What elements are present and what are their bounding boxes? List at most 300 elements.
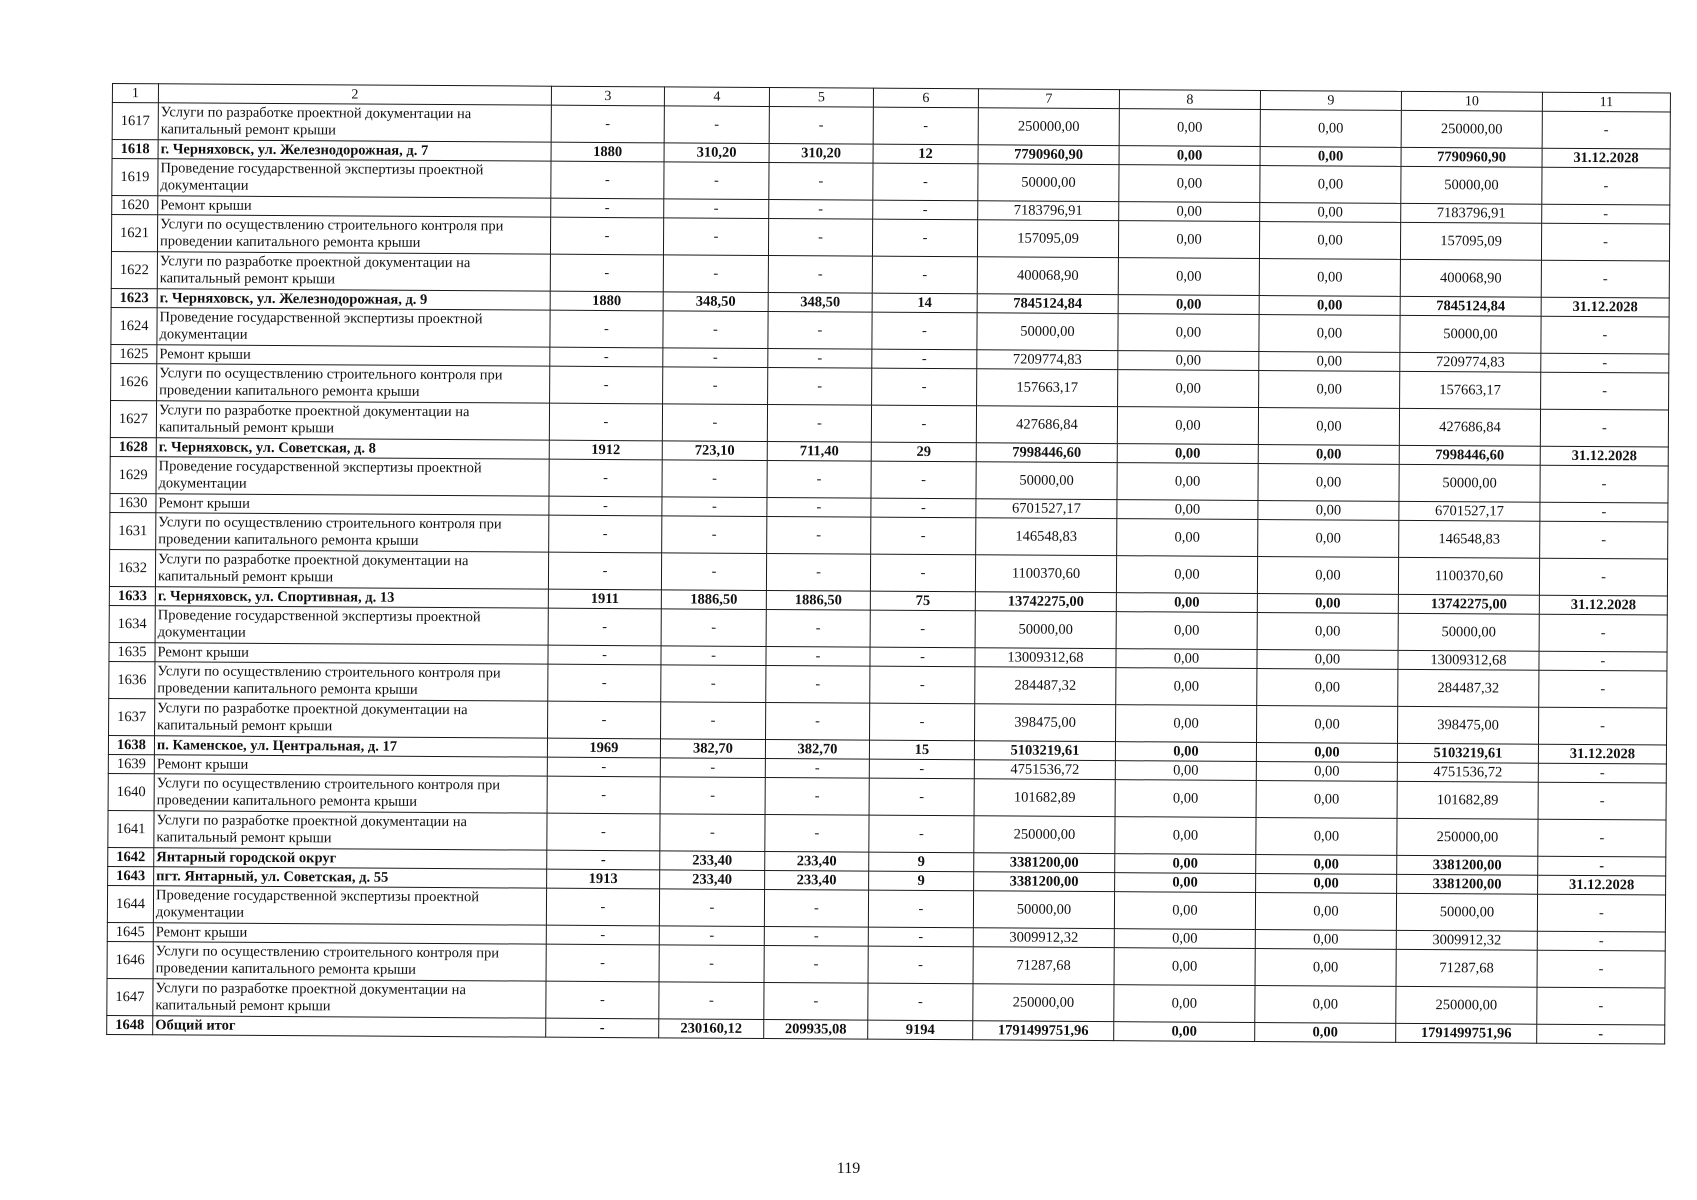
name-cell: Ремонт крыши: [154, 755, 547, 776]
col4-cell: 310,20: [664, 143, 769, 163]
row-number-cell: 1641: [108, 810, 154, 847]
col10-cell: 3381200,00: [1397, 874, 1538, 894]
name-cell: Услуги по осуществлению строительного контроля при проведении капитального ремонта крыши: [153, 942, 546, 981]
col7-cell: 284487,32: [975, 667, 1116, 705]
name-cell: Услуги по разработке проектной документации на капитальный ремонт крыши: [155, 699, 548, 738]
col3-cell: -: [546, 944, 659, 982]
col8-cell: 0,00: [1114, 948, 1255, 986]
col5-cell: 382,70: [765, 740, 869, 760]
col3-cell: -: [548, 552, 661, 590]
name-cell: Услуги по разработке проектной документации на капитальный ремонт крыши: [155, 550, 548, 589]
col8-cell: 0,00: [1118, 258, 1259, 296]
col10-cell: 7183796,91: [1401, 203, 1542, 223]
col8-cell: 0,00: [1116, 649, 1257, 669]
name-cell: Проведение государственной экспертизы проектной документации: [157, 308, 550, 347]
col8-cell: 0,00: [1114, 892, 1255, 930]
col11-cell: -: [1539, 670, 1667, 708]
col11-cell: -: [1541, 260, 1669, 298]
col10-cell: 50000,00: [1401, 166, 1542, 204]
col11-cell: -: [1538, 782, 1666, 820]
col5-cell: 233,40: [765, 871, 869, 891]
col6-cell: 9: [869, 852, 974, 872]
col4-cell: -: [661, 553, 766, 591]
row-number-cell: 1627: [110, 400, 156, 437]
col11-cell: -: [1538, 856, 1666, 876]
col7-cell: 146548,83: [976, 518, 1117, 556]
col10-cell: 250000,00: [1397, 818, 1538, 856]
col8-cell: 0,00: [1116, 593, 1257, 613]
col8-cell: 0,00: [1119, 109, 1260, 147]
row-number-cell: 1631: [110, 512, 156, 549]
col4-cell: -: [663, 348, 768, 368]
col7-cell: 101682,89: [974, 779, 1115, 817]
col6-cell: -: [868, 890, 973, 928]
col4-cell: 382,70: [660, 739, 765, 759]
col4-cell: -: [660, 758, 765, 778]
col6-cell: -: [869, 778, 974, 816]
col11-cell: 31.12.2028: [1542, 148, 1670, 168]
col9-cell: 0,00: [1260, 110, 1401, 148]
name-cell: Проведение государственной экспертизы проектной документации: [156, 457, 549, 496]
col8-cell: 0,00: [1119, 165, 1260, 203]
col6-cell: -: [872, 312, 977, 350]
row-number-cell: 1623: [111, 288, 157, 307]
col9-cell: 0,00: [1258, 408, 1399, 446]
col11-cell: -: [1541, 223, 1669, 261]
name-cell: Проведение государственной экспертизы проектной документации: [153, 886, 546, 925]
col9-cell: 0,00: [1255, 930, 1396, 950]
col6-cell: -: [870, 647, 975, 667]
name-cell: Ремонт крыши: [156, 494, 549, 515]
col11-cell: -: [1540, 409, 1668, 447]
col5-cell: -: [764, 946, 868, 984]
row-number-cell: 1639: [108, 754, 154, 773]
col3-cell: -: [548, 664, 661, 702]
row-number-cell: 1646: [107, 941, 153, 978]
col9-cell: 0,00: [1259, 371, 1400, 409]
col9-cell: 0,00: [1260, 166, 1401, 204]
col7-cell: 427686,84: [976, 406, 1117, 444]
name-cell: Услуги по осуществлению строительного контроля при проведении капитального ремонта крыши: [157, 215, 550, 254]
col3-cell: -: [548, 701, 661, 739]
name-cell: Проведение государственной экспертизы проектной документации: [158, 159, 551, 198]
col11-cell: -: [1537, 931, 1665, 951]
col8-cell: 0,00: [1115, 761, 1256, 781]
col11-cell: -: [1538, 763, 1666, 783]
col3-cell: -: [547, 776, 660, 814]
col10-cell: 400068,90: [1400, 259, 1541, 297]
col10-cell: 7845124,84: [1400, 296, 1541, 316]
col11-cell: 31.12.2028: [1540, 446, 1668, 466]
col8-cell: 0,00: [1115, 873, 1256, 893]
col6-cell: 9194: [868, 1020, 973, 1040]
col7-cell: 250000,00: [973, 984, 1114, 1022]
row-number-cell: 1618: [112, 140, 158, 159]
col9-cell: 0,00: [1255, 985, 1396, 1023]
col5-cell: -: [764, 890, 868, 928]
col6-cell: -: [869, 815, 974, 853]
col11-cell: -: [1542, 204, 1670, 224]
col10-cell: 71287,68: [1396, 949, 1537, 987]
col6-cell: -: [870, 610, 975, 648]
col3-cell: 1880: [551, 142, 664, 162]
col5-cell: -: [765, 778, 869, 816]
col4-cell: -: [661, 665, 766, 703]
column-header: 9: [1260, 91, 1401, 111]
col4-cell: -: [661, 609, 766, 647]
col5-cell: -: [766, 554, 870, 592]
row-number-cell: 1634: [109, 605, 155, 642]
col9-cell: 0,00: [1260, 203, 1401, 223]
row-number-cell: 1642: [108, 847, 154, 866]
column-header: 4: [664, 87, 769, 107]
col7-cell: 13009312,68: [975, 648, 1116, 668]
col11-cell: -: [1537, 950, 1665, 988]
name-cell: Услуги по осуществлению строительного контроля при проведении капитального ремонта крыши: [157, 364, 550, 403]
col5-cell: -: [765, 759, 869, 779]
col8-cell: 0,00: [1117, 463, 1258, 501]
col7-cell: 250000,00: [978, 108, 1119, 146]
col8-cell: 0,00: [1119, 146, 1260, 166]
col10-cell: 157663,17: [1400, 371, 1541, 409]
column-header: 2: [158, 84, 551, 105]
col5-cell: -: [767, 517, 871, 555]
col3-cell: 1969: [547, 738, 660, 758]
col7-cell: 3009912,32: [973, 928, 1114, 948]
col4-cell: 230160,12: [659, 1019, 764, 1039]
row-number-cell: 1626: [111, 363, 157, 400]
col8-cell: 0,00: [1114, 985, 1255, 1023]
col10-cell: 146548,83: [1399, 520, 1540, 558]
col6-cell: 75: [870, 591, 975, 611]
col9-cell: 0,00: [1259, 315, 1400, 353]
col4-cell: -: [660, 814, 765, 852]
col7-cell: 400068,90: [977, 257, 1118, 295]
col3-cell: 1880: [550, 291, 663, 311]
col3-cell: -: [550, 254, 663, 292]
row-number-cell: 1636: [109, 661, 155, 698]
name-cell: п. Каменское, ул. Центральная, д. 17: [154, 736, 547, 757]
col9-cell: 0,00: [1256, 874, 1397, 894]
col11-cell: -: [1539, 651, 1667, 671]
col7-cell: 157663,17: [977, 369, 1118, 407]
col3-cell: -: [547, 850, 660, 870]
name-cell: Услуги по разработке проектной документации на капитальный ремонт крыши: [154, 811, 547, 850]
col9-cell: 0,00: [1257, 650, 1398, 670]
col10-cell: 284487,32: [1398, 669, 1539, 707]
col10-cell: 5103219,61: [1397, 743, 1538, 763]
row-number-cell: 1633: [109, 586, 155, 605]
name-cell: Ремонт крыши: [158, 196, 551, 217]
col9-cell: 0,00: [1258, 501, 1399, 521]
col5-cell: -: [766, 703, 870, 741]
name-cell: Услуги по разработке проектной документации на капитальный ремонт крыши: [157, 252, 550, 291]
col6-cell: -: [870, 554, 975, 592]
col6-cell: 9: [869, 871, 974, 891]
col8-cell: 0,00: [1116, 612, 1257, 650]
col11-cell: 31.12.2028: [1538, 744, 1666, 764]
col6-cell: -: [873, 200, 978, 220]
col6-cell: -: [873, 107, 978, 145]
col4-cell: -: [662, 460, 767, 498]
col11-cell: -: [1541, 316, 1669, 354]
name-cell: г. Черняховск, ул. Спортивная, д. 13: [155, 587, 548, 608]
column-header: 11: [1542, 92, 1670, 112]
col6-cell: -: [871, 461, 976, 499]
column-header: 5: [769, 88, 873, 108]
col8-cell: 0,00: [1115, 742, 1256, 762]
col7-cell: 50000,00: [975, 611, 1116, 649]
col8-cell: 0,00: [1118, 351, 1259, 371]
col5-cell: -: [765, 815, 869, 853]
col7-cell: 1100370,60: [975, 555, 1116, 593]
col3-cell: -: [549, 496, 662, 516]
register-table: [106, 83, 1671, 1045]
col10-cell: 157095,09: [1400, 222, 1541, 260]
row-number-cell: 1621: [111, 215, 157, 252]
col11-cell: 31.12.2028: [1538, 875, 1666, 895]
name-cell: Янтарный городской округ: [154, 848, 547, 869]
col9-cell: 0,00: [1257, 594, 1398, 614]
col5-cell: -: [768, 219, 872, 257]
col11-cell: -: [1537, 1024, 1665, 1044]
col4-cell: -: [663, 255, 768, 293]
col7-cell: 398475,00: [974, 704, 1115, 742]
col10-cell: 3381200,00: [1397, 855, 1538, 875]
name-cell: Проведение государственной экспертизы проектной документации: [155, 606, 548, 645]
col9-cell: 0,00: [1260, 147, 1401, 167]
col7-cell: 1791499751,96: [973, 1021, 1114, 1041]
col4-cell: -: [664, 199, 769, 219]
col6-cell: -: [872, 256, 977, 294]
col5-cell: 233,40: [765, 852, 869, 872]
col6-cell: -: [869, 759, 974, 779]
col3-cell: -: [549, 515, 662, 553]
col9-cell: 0,00: [1259, 222, 1400, 260]
col6-cell: -: [871, 498, 976, 518]
col11-cell: -: [1537, 987, 1665, 1025]
col5-cell: -: [768, 256, 872, 294]
col7-cell: 5103219,61: [974, 741, 1115, 761]
col3-cell: -: [546, 1018, 659, 1038]
col6-cell: -: [868, 946, 973, 984]
row-number-cell: 1635: [109, 642, 155, 661]
col3-cell: -: [546, 925, 659, 945]
col7-cell: 7790960,90: [978, 145, 1119, 165]
row-number-cell: 1648: [107, 1015, 153, 1034]
page-number: 119: [836, 1160, 861, 1177]
col5-cell: 348,50: [768, 293, 872, 313]
col3-cell: -: [547, 757, 660, 777]
row-number-cell: 1638: [108, 735, 154, 754]
row-number-cell: 1637: [109, 698, 155, 735]
col3-cell: -: [550, 217, 663, 255]
col7-cell: 71287,68: [973, 947, 1114, 985]
row-number-cell: 1645: [107, 922, 153, 941]
col3-cell: -: [548, 608, 661, 646]
col6-cell: 12: [873, 144, 978, 164]
col5-cell: -: [766, 647, 870, 667]
col11-cell: 31.12.2028: [1539, 595, 1667, 615]
column-header: 3: [551, 86, 664, 106]
row-number-cell: 1628: [110, 437, 156, 456]
col5-cell: -: [767, 461, 871, 499]
col10-cell: 50000,00: [1399, 464, 1540, 502]
col5-cell: -: [768, 349, 872, 369]
col3-cell: -: [550, 310, 663, 348]
col10-cell: 3009912,32: [1396, 930, 1537, 950]
col4-cell: -: [664, 162, 769, 200]
col6-cell: -: [870, 666, 975, 704]
col7-cell: 50000,00: [977, 313, 1118, 351]
name-cell: Услуги по осуществлению строительного контроля при проведении капитального ремонта крыши: [156, 513, 549, 552]
col11-cell: -: [1539, 558, 1667, 596]
col3-cell: -: [550, 347, 663, 367]
col9-cell: 0,00: [1256, 762, 1397, 782]
col9-cell: 0,00: [1259, 352, 1400, 372]
col4-cell: 1886,50: [661, 590, 766, 610]
col11-cell: -: [1537, 894, 1665, 932]
col9-cell: 0,00: [1258, 445, 1399, 465]
col8-cell: 0,00: [1115, 780, 1256, 818]
col7-cell: 7183796,91: [978, 201, 1119, 221]
name-cell: г. Черняховск, ул. Железнодорожная, д. 7: [158, 140, 551, 161]
col11-cell: -: [1539, 614, 1667, 652]
col6-cell: -: [868, 983, 973, 1021]
name-cell: Ремонт крыши: [157, 345, 550, 366]
col5-cell: -: [767, 498, 871, 518]
name-cell: Услуги по осуществлению строительного контроля при проведении капитального ремонта крыши: [155, 662, 548, 701]
col4-cell: -: [660, 777, 765, 815]
name-cell: Ремонт крыши: [155, 643, 548, 664]
row-number-cell: 1629: [110, 456, 156, 493]
col3-cell: 1913: [547, 869, 660, 889]
name-cell: Услуги по разработке проектной документации на капитальный ремонт крыши: [158, 103, 551, 142]
col7-cell: 4751536,72: [974, 760, 1115, 780]
col6-cell: -: [872, 219, 977, 257]
col5-cell: -: [768, 312, 872, 350]
col5-cell: -: [767, 405, 871, 443]
col7-cell: 7845124,84: [977, 294, 1118, 314]
col8-cell: 0,00: [1118, 295, 1259, 315]
col5-cell: -: [766, 666, 870, 704]
col4-cell: 233,40: [660, 870, 765, 890]
name-cell: Услуги по разработке проектной документации на капитальный ремонт крыши: [153, 979, 546, 1018]
col4-cell: -: [663, 218, 768, 256]
col5-cell: -: [769, 200, 873, 220]
col11-cell: -: [1540, 465, 1668, 503]
name-cell: г. Черняховск, ул. Железнодорожная, д. 9: [157, 289, 550, 310]
row-number-cell: 1632: [109, 549, 155, 586]
col8-cell: 0,00: [1119, 202, 1260, 222]
col4-cell: -: [662, 497, 767, 517]
col6-cell: -: [868, 927, 973, 947]
col3-cell: -: [551, 198, 664, 218]
col4-cell: -: [662, 516, 767, 554]
row-number-cell: 1640: [108, 773, 154, 810]
col4-cell: -: [659, 889, 764, 927]
name-cell: Услуги по разработке проектной документации на капитальный ремонт крыши: [156, 401, 549, 440]
row-number-cell: 1619: [112, 159, 158, 196]
col9-cell: 0,00: [1258, 464, 1399, 502]
col9-cell: 0,00: [1255, 948, 1396, 986]
col6-cell: 15: [869, 740, 974, 760]
col6-cell: -: [872, 349, 977, 369]
col3-cell: 1911: [548, 589, 661, 609]
col10-cell: 50000,00: [1400, 315, 1541, 353]
col10-cell: 50000,00: [1396, 893, 1537, 931]
col3-cell: -: [546, 888, 659, 926]
col7-cell: 6701527,17: [976, 499, 1117, 519]
col10-cell: 1791499751,96: [1396, 1023, 1537, 1043]
row-number-cell: 1620: [112, 196, 158, 215]
col8-cell: 0,00: [1117, 500, 1258, 520]
col4-cell: -: [659, 945, 764, 983]
col9-cell: 0,00: [1256, 781, 1397, 819]
col7-cell: 7998446,60: [976, 443, 1117, 463]
col10-cell: 6701527,17: [1399, 501, 1540, 521]
col4-cell: 348,50: [663, 292, 768, 312]
column-header: 7: [978, 89, 1119, 109]
col4-cell: -: [664, 106, 769, 144]
col10-cell: 13009312,68: [1398, 650, 1539, 670]
col8-cell: 0,00: [1115, 817, 1256, 855]
col8-cell: 0,00: [1117, 444, 1258, 464]
row-number-cell: 1617: [112, 103, 158, 140]
row-number-cell: 1624: [111, 307, 157, 344]
col8-cell: 0,00: [1114, 929, 1255, 949]
col5-cell: -: [768, 368, 872, 406]
col4-cell: -: [662, 404, 767, 442]
col10-cell: 1100370,60: [1398, 557, 1539, 595]
col5-cell: 209935,08: [764, 1019, 868, 1039]
col11-cell: -: [1538, 707, 1666, 745]
col5-cell: 310,20: [769, 144, 873, 164]
col4-cell: -: [663, 311, 768, 349]
row-number-cell: 1647: [107, 978, 153, 1015]
col11-cell: 31.12.2028: [1541, 297, 1669, 317]
col9-cell: 0,00: [1259, 259, 1400, 297]
col9-cell: 0,00: [1256, 706, 1397, 744]
col4-cell: 723,10: [662, 441, 767, 461]
col6-cell: -: [872, 368, 977, 406]
col6-cell: -: [871, 517, 976, 555]
col8-cell: 0,00: [1114, 1022, 1255, 1042]
col7-cell: 3381200,00: [974, 872, 1115, 892]
col7-cell: 157095,09: [977, 220, 1118, 258]
name-cell: пгт. Янтарный, ул. Советская, д. 55: [154, 867, 547, 888]
row-number-cell: 1625: [111, 344, 157, 363]
col10-cell: 4751536,72: [1397, 762, 1538, 782]
col8-cell: 0,00: [1118, 370, 1259, 408]
col5-cell: -: [769, 107, 873, 145]
col10-cell: 398475,00: [1397, 706, 1538, 744]
col11-cell: -: [1542, 167, 1670, 205]
col5-cell: -: [764, 927, 868, 947]
col7-cell: 7209774,83: [977, 350, 1118, 370]
row-number-cell: 1622: [111, 251, 157, 288]
col11-cell: -: [1541, 372, 1669, 410]
col8-cell: 0,00: [1115, 854, 1256, 874]
col10-cell: 7998446,60: [1399, 445, 1540, 465]
col8-cell: 0,00: [1118, 314, 1259, 352]
col9-cell: 0,00: [1257, 613, 1398, 651]
col10-cell: 50000,00: [1398, 613, 1539, 651]
col8-cell: 0,00: [1118, 221, 1259, 259]
col5-cell: -: [769, 163, 873, 201]
col4-cell: -: [661, 702, 766, 740]
name-cell: Ремонт крыши: [153, 923, 546, 944]
